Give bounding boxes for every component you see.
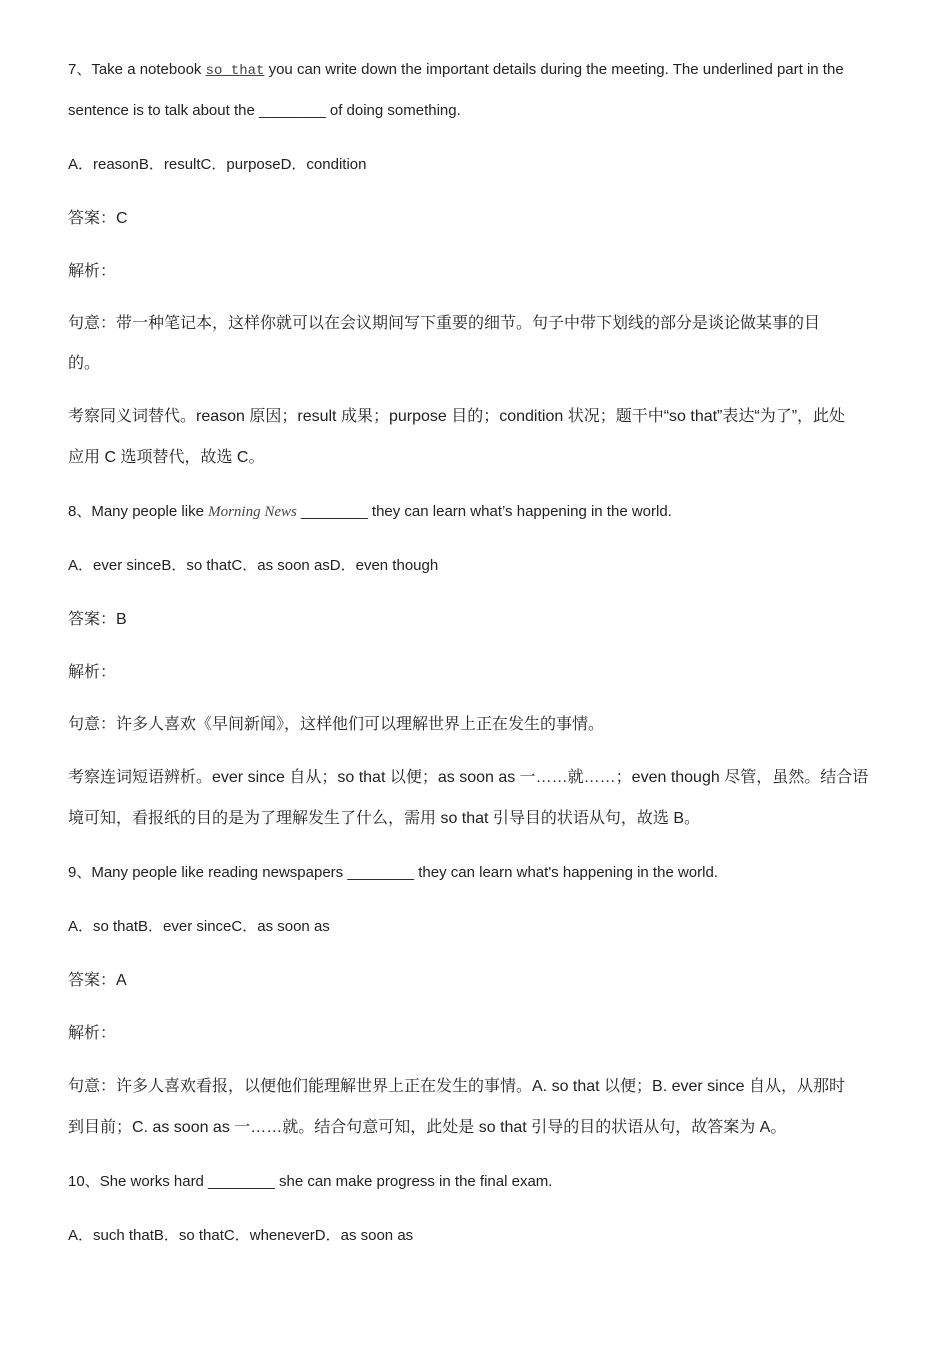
question-9-explanation-line-2: 到目前；C. as soon as 一……就。结合句意可知，此处是 so that 引导的目的状语从句，故答案为 A。 bbox=[68, 1119, 787, 1136]
question-9-explanation-line-1: 句意：许多人喜欢看报，以便他们能理解世界上正在发生的事情。A. so that 以便；B. ever since 自从，从那时 bbox=[68, 1078, 845, 1095]
question-9-text: Many people like reading newspapers ________ they can learn what's happening in the world. bbox=[91, 864, 718, 881]
question-7-explanation-line-2: 应用 C 选项替代，故选 C。 bbox=[68, 449, 265, 466]
question-7-line-1 bbox=[68, 60, 888, 81]
question-8-meaning: 句意：许多人喜欢《早间新闻》，这样他们可以理解世界上正在发生的事情。 bbox=[68, 716, 605, 733]
question-8-line-1 bbox=[68, 502, 888, 522]
question-9-answer: 答案：A bbox=[68, 972, 127, 989]
question-9-options: A．so thatB．ever sinceC．as soon as bbox=[68, 918, 330, 935]
question-8-text-before: Many people like bbox=[91, 503, 209, 520]
question-9-analysis-label: 解析： bbox=[68, 1025, 117, 1042]
question-8-text-after: ________ they can learn what’s happening in the world. bbox=[296, 503, 672, 520]
question-10-line-1 bbox=[68, 1172, 888, 1192]
question-7-meaning-line-1: 句意：带一种笔记本，这样你就可以在会议期间写下重要的细节。句子中带下划线的部分是谈论做某事的目 bbox=[68, 315, 821, 332]
question-7-line-2: sentence is to talk about the ________ of doing something. bbox=[68, 102, 461, 119]
question-9-number: 9、 bbox=[68, 864, 92, 881]
question-8-number: 8、 bbox=[68, 503, 92, 520]
question-8-italic-title: Morning News bbox=[208, 504, 297, 520]
question-8-analysis-label: 解析： bbox=[68, 664, 117, 681]
question-8-explanation-line-1: 考察连词短语辨析。ever since 自从；so that 以便；as soon as 一……就……；even though 尽管，虽然。结合语 bbox=[68, 769, 869, 786]
question-8-options: A．ever sinceB．so thatC．as soon asD．even though bbox=[68, 557, 439, 574]
question-10-text: She works hard ________ she can make progress in the final exam. bbox=[99, 1173, 553, 1190]
question-7-underlined-phrase: so that bbox=[205, 63, 265, 79]
question-9-line-1 bbox=[68, 863, 888, 883]
question-10-options: A．such thatB．so thatC．wheneverD．as soon as bbox=[68, 1227, 414, 1244]
question-7-answer: 答案：C bbox=[68, 210, 128, 227]
question-7-analysis-label: 解析： bbox=[68, 263, 117, 280]
question-10-number: 10、 bbox=[68, 1173, 100, 1190]
question-7-explanation-line-1: 考察同义词替代。reason 原因；result 成果；purpose 目的；condition 状况；题干中“so that”表达“为了”，此处 bbox=[68, 408, 846, 425]
question-7-number: 7、 bbox=[68, 61, 92, 78]
question-7-text-after: you can write down the important details during the meeting. The underlined part in the bbox=[264, 61, 844, 78]
question-7-meaning-line-2: 的。 bbox=[68, 355, 101, 372]
question-7-text-before: Take a notebook bbox=[91, 61, 206, 78]
question-8-answer: 答案：B bbox=[68, 611, 127, 628]
question-7-options: A．reasonB．resultC．purposeD．condition bbox=[68, 156, 367, 173]
question-8-explanation-line-2: 境可知，看报纸的目的是为了理解发生了什么，需用 so that 引导目的状语从句，故选 B。 bbox=[68, 810, 701, 827]
